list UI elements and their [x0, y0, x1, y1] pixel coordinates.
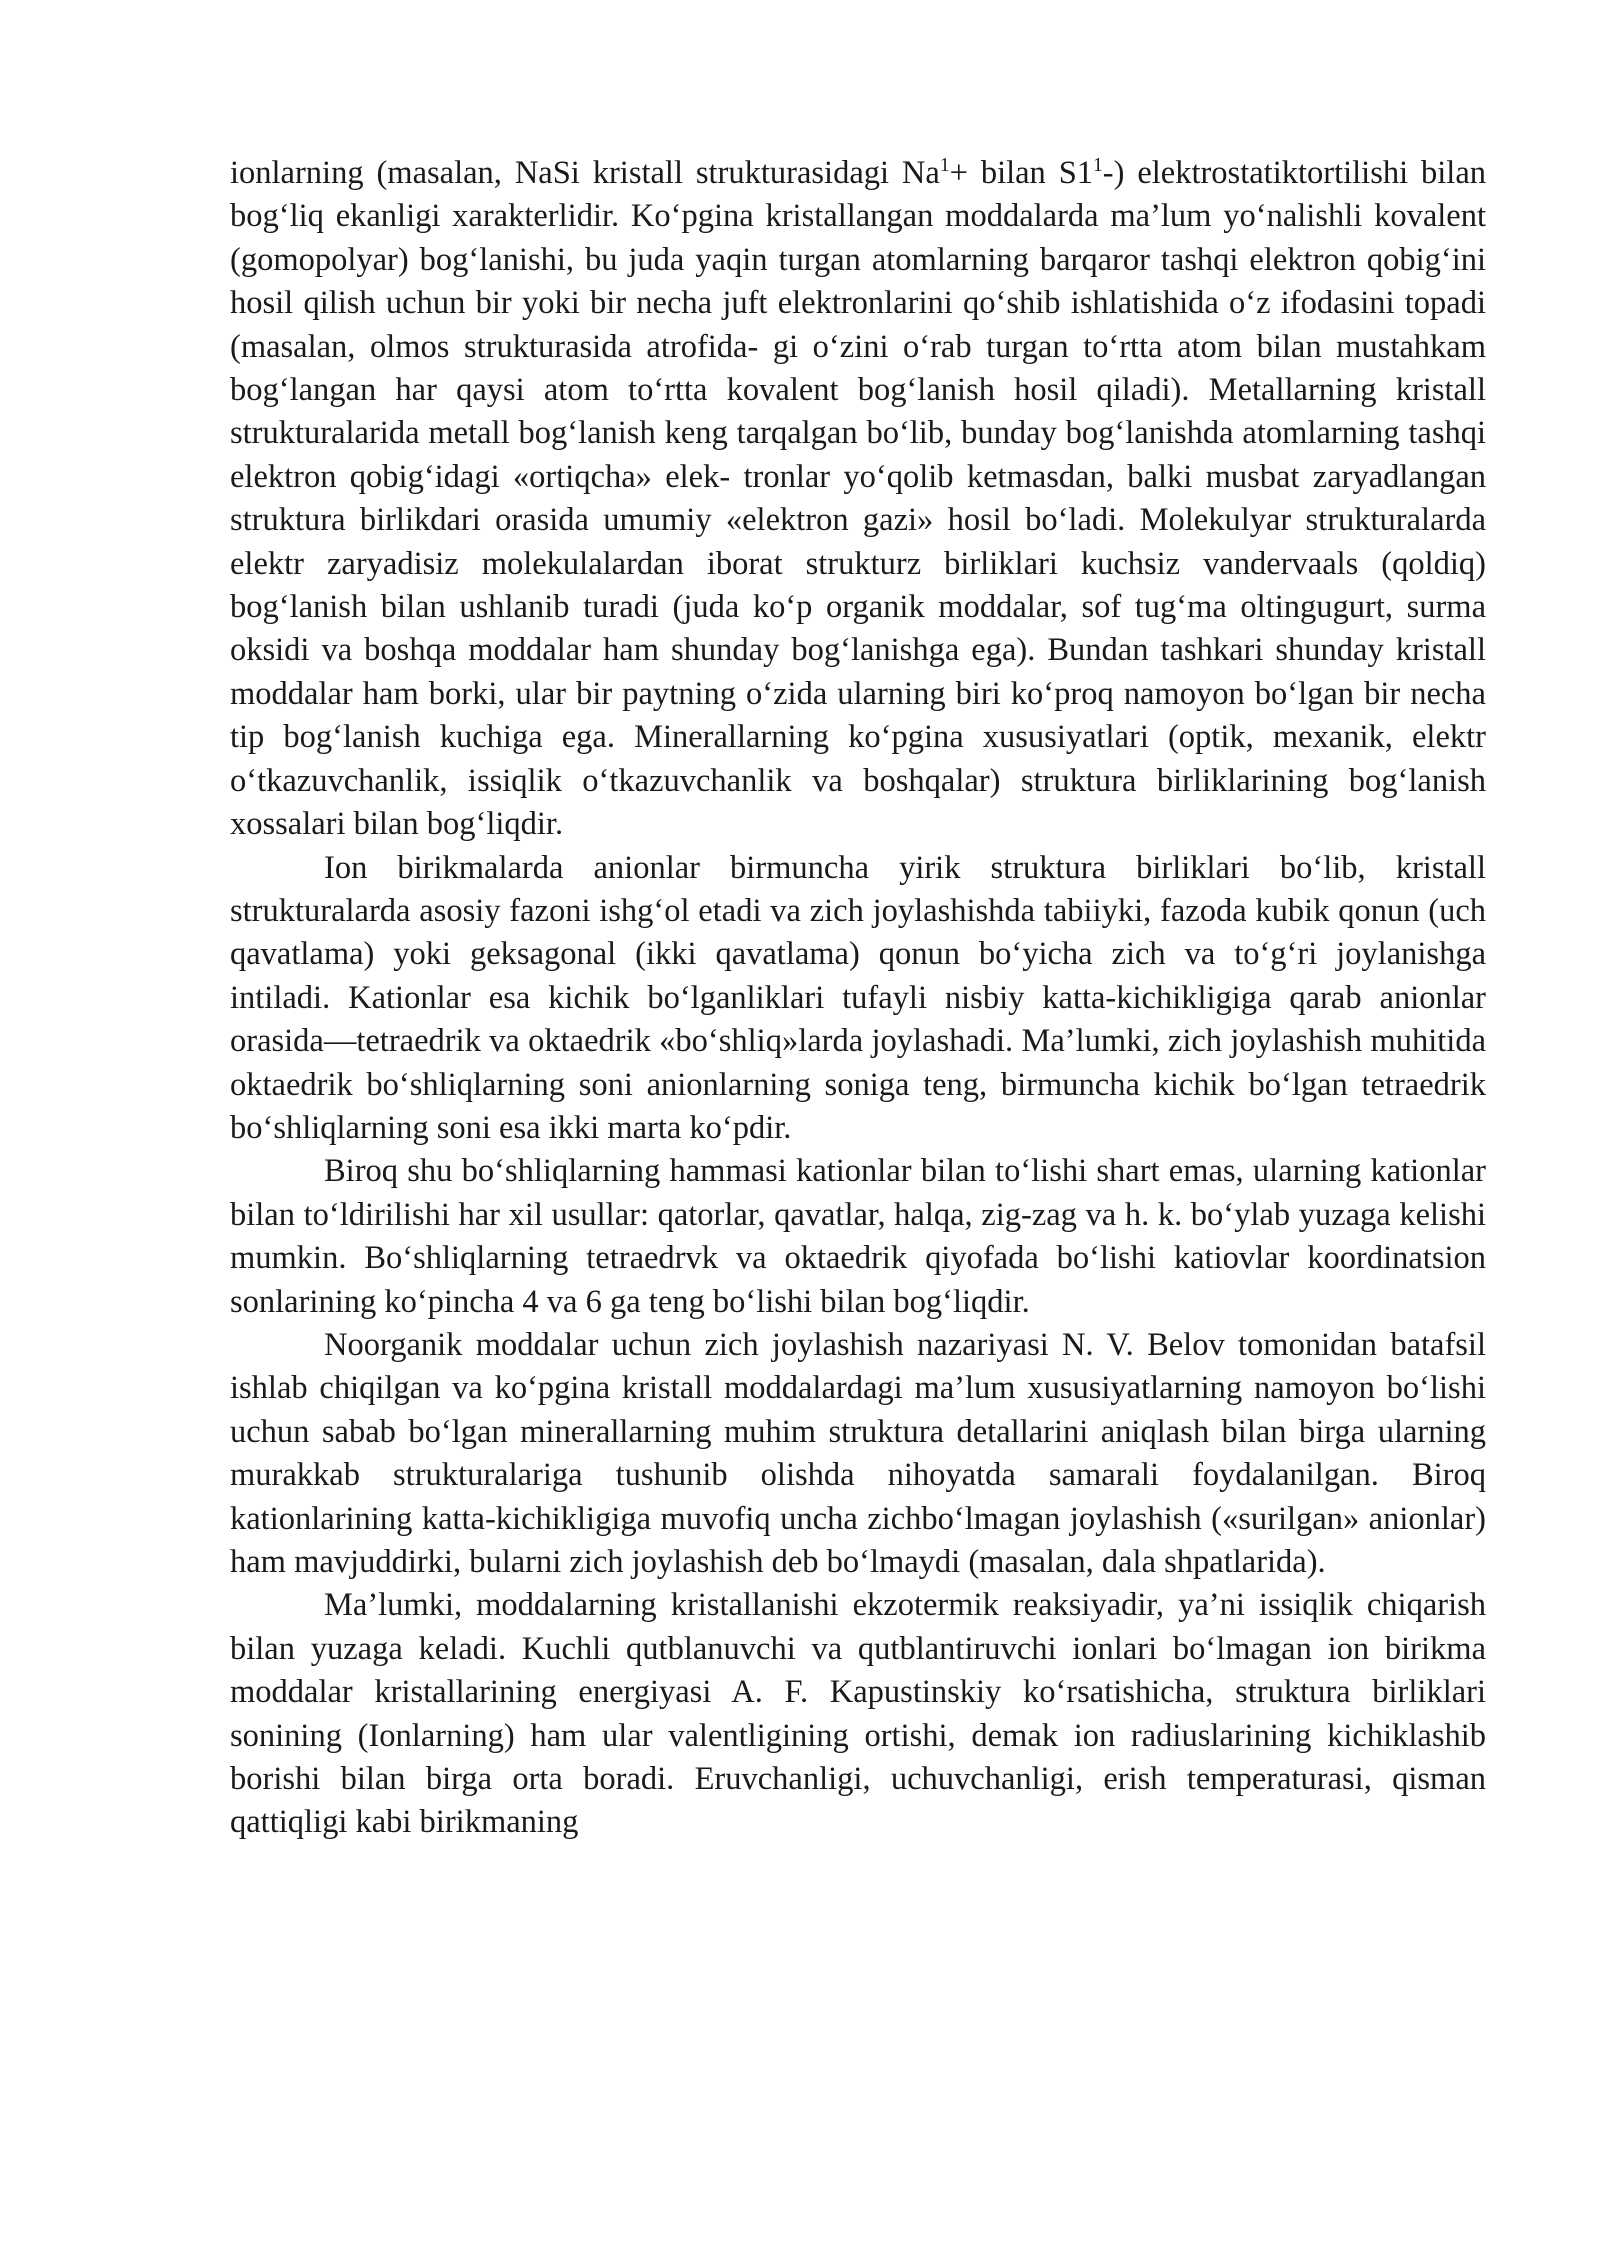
paragraph-2: Ion birikmalarda anionlar birmuncha yirik struktura birliklari bo‘lib, kristall strukturalarda asosiy fazoni ishg‘ol etadi va zich joylashishda tabiiyki, fazoda kubik qonun (uch qavatlama) yoki geksagonal (ikki qavatlama) qonun bo‘yicha zich va to‘g‘ri joylanishga intiladi. Kationlar esa kichik bo‘lganliklari tufayli nisbiy katta-kichikligiga qarab anionlar orasida—tetraedrik va oktaedrik «bo‘shliq»larda joylashadi. Ma’lumki, zich joylashish muhitida oktaedrik bo‘shliqlarning soni anionlarning soniga teng, birmuncha kichik bo‘lgan tetraedrik bo‘shliqlarning soni esa ikki marta ko‘pdir.: [230, 849, 1486, 1146]
superscript-1: 1: [939, 155, 950, 177]
paragraph-3: Biroq shu bo‘shliqlarning hammasi kationlar bilan to‘lishi shart emas, ularning kationlar bilan to‘ldirilishi har xil usullar: qatorlar, qavatlar, halqa, zig-zag va h. k. bo‘ylab yuzaga kelishi mumkin. Bo‘shliqlarning tetraedrvk va oktaedrik qiyofada bo‘lishi katiovlar koordinatsion sonlarining ko‘pincha 4 va 6 ga teng bo‘lishi bilan bog‘liqdir.: [230, 1153, 1486, 1320]
paragraph-5: Ma’lumki, moddalarning kristallanishi ekzotermik reaksiyadir, ya’ni issiqlik chiqarish bilan yuzaga keladi. Kuchli qutblanuvchi va qutblantiruvchi ionlari bo‘lmagan ion birikma moddalar kristallarining energiyasi A. F. Kapustinskiy ko‘rsatishicha, struktura birliklari sonining (Ionlarning) ham ular valentligining ortishi, demak ion radiuslarining kichiklashib borishi bilan birga orta boradi. Eruvchanligi, uchuvchanligi, erish temperaturasi, qisman qattiqligi kabi birikmaning: [230, 1587, 1486, 1841]
superscript-2: 1: [1093, 155, 1103, 177]
paragraph-4: Noorganik moddalar uchun zich joylashish nazariyasi N. V. Belov tomonidan batafsil ishlab chiqilgan va ko‘pgina kristall moddalardagi ma’lum xususiyatlarning namoyon bo‘lishi uchun sabab bo‘lgan minerallarning muhim struktura detallarini aniqlash bilan birga ularning murakkab strukturalariga tushunib olishda nihoyatda samarali foydalanilgan. Biroq kationlarining katta-kichikligiga muvofiq uncha zichbo‘lmagan joylashish («surilgan» anionlar) ham mavjuddirki, bularni zich joylashish deb bo‘lmaydi (masalan, dala shpatlarida).: [230, 1326, 1486, 1580]
document-page: [230, 152, 1486, 1845]
paragraph-1-part-c: -) elektrostatiktortilishi bilan bog‘liq ekanligi xarakterlidir. Ko‘pgina kristallangan moddalarda ma’lum yo‘nalishli kovalent (gomopolyar) bog‘lanishi, bu juda yaqin turgan atomlarning barqaror tashqi elektron qobig‘ini hosil qilish uchun bir yoki bir necha juft elektronlarini qo‘shib ishlatishida o‘z ifodasini topadi (masalan, olmos strukturasida atrofida- gi o‘zini o‘rab turgan to‘rtta atom bilan mustahkam bog‘langan har qaysi atom to‘rtta kovalent bog‘lanish hosil qiladi). Metallarning kristall strukturalarida metall bog‘lanish keng tarqalgan bo‘lib, bunday bog‘lanishda atomlarning tashqi elektron qobig‘idagi «ortiqcha» elek- tronlar yo‘qolib ketmasdan, balki musbat zaryadlangan struktura birlikdari orasida umumiy «elektron gazi» hosil bo‘ladi. Molekulyar strukturalarda elektr zaryadisiz molekulalardan iborat strukturz birliklari kuchsiz vandervaals (qoldiq) bog‘lanish bilan ushlanib turadi (juda ko‘p organik moddalar, sof tug‘ma oltingugurt, surma oksidi va boshqa moddalar ham shunday bog‘lanishga ega). Bundan tashkari shunday kristall moddalar ham borki, ular bir paytning o‘zida ularning biri ko‘proq namoyon bo‘lgan bir necha tip bog‘lanish kuchiga ega. Minerallarning ko‘pgina xususiyatlari (optik, mexanik, elektr o‘tkazuvchanlik, issiqlik o‘tkazuvchanlik va boshqalar) struktura birliklarining bog‘lanish xossalari bilan bog‘liqdir.: [230, 155, 1487, 843]
paragraph-1: [230, 152, 1486, 847]
paragraph-1-part-b: + bilan S1: [949, 155, 1094, 191]
paragraph-1-part-a: ionlarning (masalan, NaSi kristall strukturasidagi Na: [230, 155, 940, 191]
